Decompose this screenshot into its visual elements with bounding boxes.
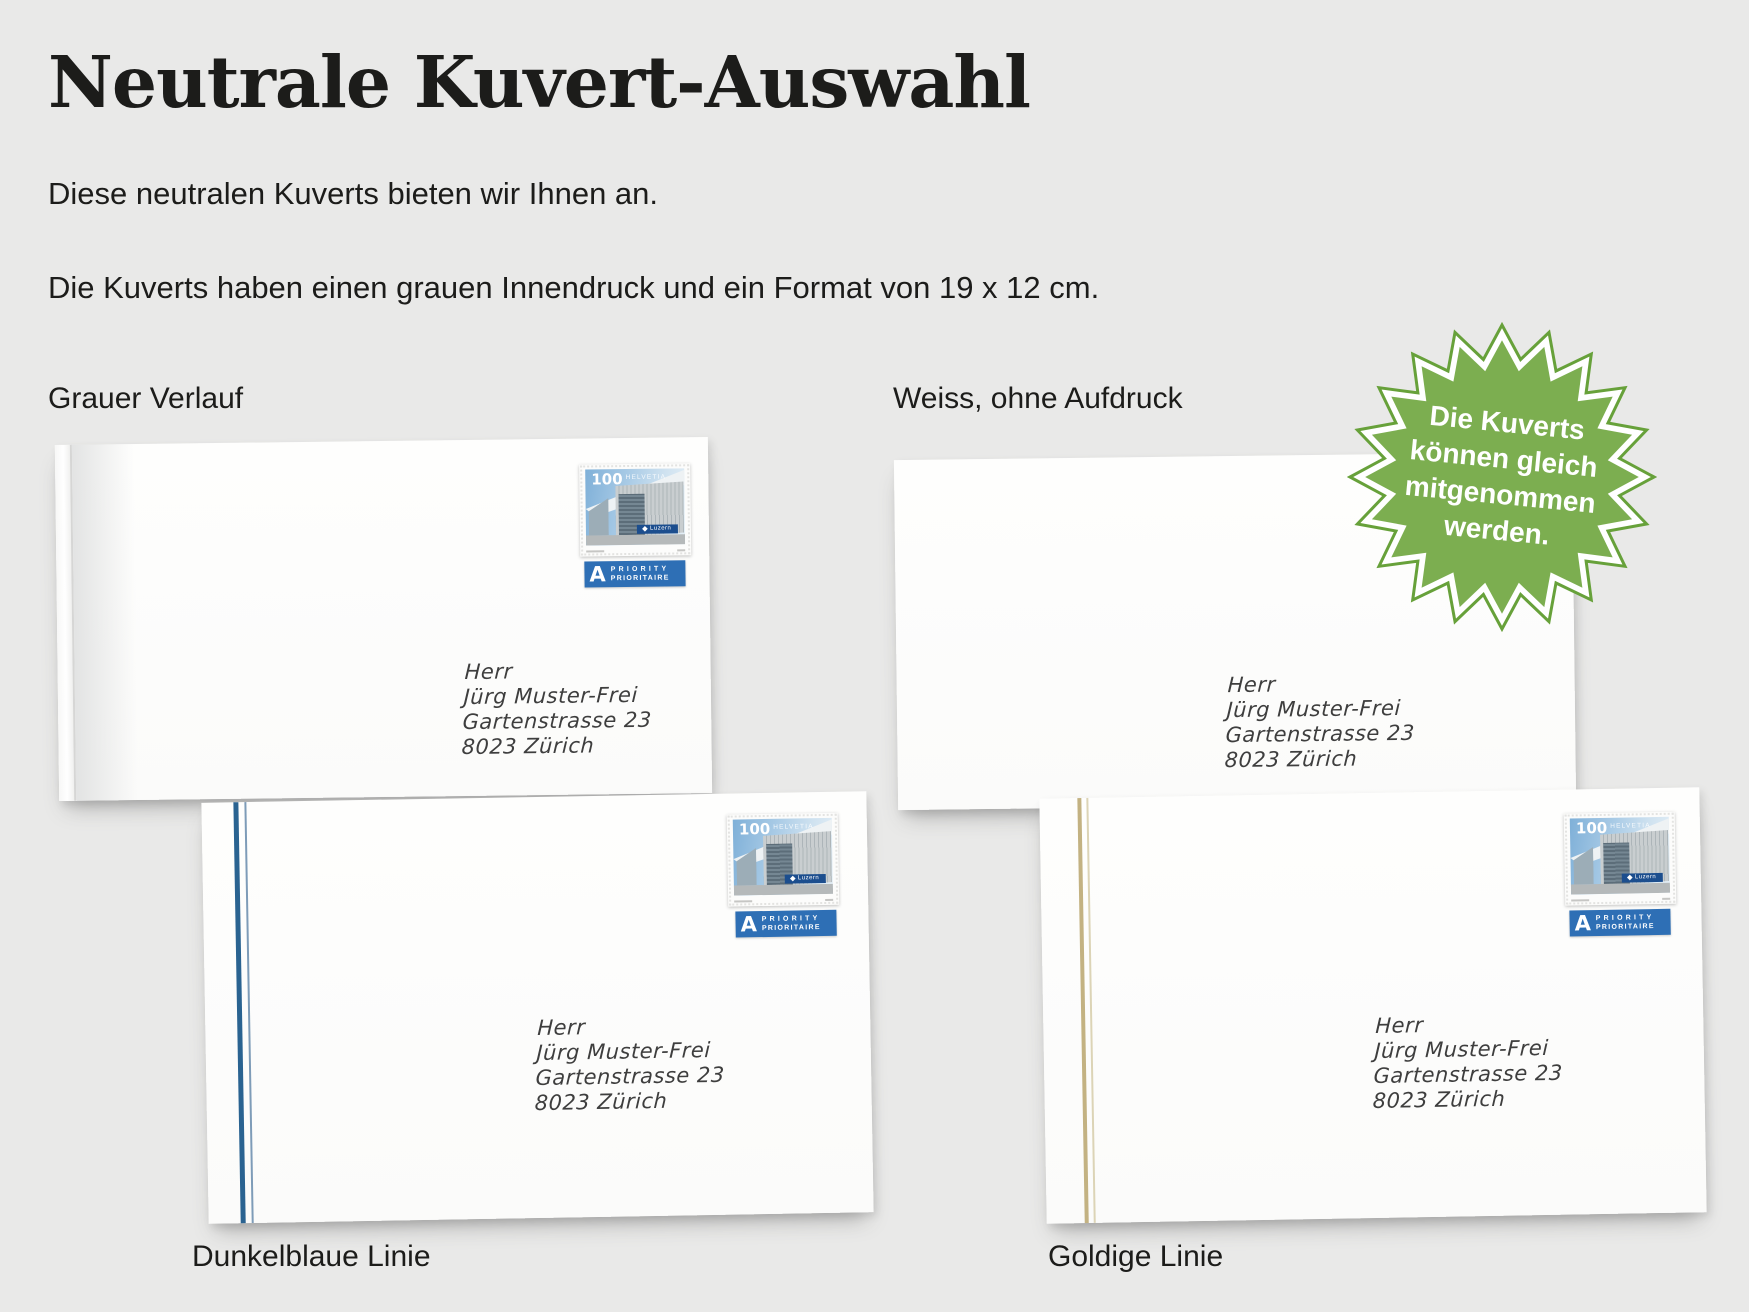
dark-blue-line-thick bbox=[233, 802, 245, 1223]
stamp-year-mark bbox=[825, 899, 833, 901]
stamp-photo bbox=[1570, 817, 1670, 895]
page-title: Neutrale Kuvert-Auswahl bbox=[48, 40, 1031, 124]
intro-text bbox=[48, 170, 1099, 311]
address-line: 8023 Zürich bbox=[1372, 1086, 1506, 1114]
address-line: Herr bbox=[536, 1015, 586, 1041]
luzern-crest-icon bbox=[1627, 875, 1633, 881]
luzern-crest-icon bbox=[790, 876, 796, 882]
stamp-value-row bbox=[1576, 820, 1651, 836]
address-block bbox=[534, 1013, 727, 1116]
priority-text: PRIORITY bbox=[610, 565, 670, 574]
address-block bbox=[1224, 671, 1417, 773]
address-block bbox=[1372, 1011, 1565, 1114]
luzern-crest-icon bbox=[642, 526, 648, 532]
gray-gradient-strip bbox=[72, 444, 138, 801]
stamp-country: HELVETIA bbox=[773, 823, 814, 831]
stamp-year-mark bbox=[1662, 898, 1670, 900]
a-priority-letter: A bbox=[1574, 910, 1592, 935]
envelope-dunkelblaue-linie bbox=[201, 791, 873, 1224]
address-block bbox=[461, 658, 654, 760]
luzern-label: Luzern bbox=[1634, 874, 1657, 881]
stamp-value: 100 bbox=[738, 819, 771, 839]
a-priority-letter: A bbox=[589, 561, 606, 586]
envelope-grauer-verlauf bbox=[55, 437, 712, 801]
stamp-value: 100 bbox=[1575, 818, 1608, 838]
a-priority-label bbox=[735, 910, 836, 938]
intro-line-1: Diese neutralen Kuverts bieten wir Ihnen an. bbox=[48, 176, 659, 211]
postage-stamp bbox=[727, 813, 840, 907]
a-priority-label bbox=[584, 560, 685, 587]
stamp-photo bbox=[733, 818, 833, 896]
dark-blue-line-thin bbox=[244, 802, 253, 1223]
plaza-strip bbox=[734, 884, 833, 896]
label-dunkelblaue-linie: Dunkelblaue Linie bbox=[192, 1240, 431, 1273]
address-line: 8023 Zürich bbox=[534, 1088, 668, 1116]
priority-text: PRIORITY bbox=[1595, 914, 1655, 923]
address-line: Herr bbox=[1227, 672, 1277, 698]
luzern-bar bbox=[784, 874, 826, 883]
label-goldige-linie: Goldige Linie bbox=[1048, 1240, 1224, 1273]
address-line: 8023 Zürich bbox=[1224, 746, 1358, 773]
stamp-value-row bbox=[591, 472, 666, 488]
address-line: Gartenstrasse 23 bbox=[1373, 1060, 1564, 1089]
address-line: Jürg Muster-Frei bbox=[536, 1037, 712, 1066]
address-line: Herr bbox=[464, 659, 514, 685]
a-priority-label bbox=[1569, 909, 1670, 937]
address-line: Jürg Muster-Frei bbox=[463, 682, 639, 710]
building-pylon bbox=[1573, 847, 1593, 885]
label-grauer-verlauf: Grauer Verlauf bbox=[48, 382, 244, 415]
badge-line: Die Kuverts bbox=[1428, 399, 1587, 446]
badge-line: werden. bbox=[1442, 509, 1552, 551]
stamp-photo bbox=[585, 468, 685, 545]
a-priority-letter: A bbox=[740, 911, 758, 936]
priority-text: PRIORITY bbox=[761, 915, 821, 924]
address-line: Herr bbox=[1374, 1013, 1424, 1038]
address-line: 8023 Zürich bbox=[461, 733, 595, 760]
stamp-country: HELVETIA bbox=[625, 473, 667, 482]
address-line: Gartenstrasse 23 bbox=[1225, 720, 1416, 748]
stamp-country: HELVETIA bbox=[1610, 822, 1651, 830]
address-line: Jürg Muster-Frei bbox=[1226, 695, 1402, 723]
badge-line: mitgenommen bbox=[1403, 469, 1598, 520]
address-line: Gartenstrasse 23 bbox=[535, 1062, 726, 1091]
postage-stamp bbox=[1564, 812, 1677, 906]
stamp-value: 100 bbox=[591, 470, 623, 489]
label-weiss-ohne-aufdruck: Weiss, ohne Aufdruck bbox=[893, 382, 1183, 415]
stamp-value-row bbox=[739, 821, 814, 837]
promo-badge bbox=[1347, 322, 1657, 632]
stamp-year-mark bbox=[677, 549, 685, 551]
postage-stamp bbox=[579, 463, 691, 556]
badge-text bbox=[1400, 396, 1604, 558]
badge-line: können gleich bbox=[1408, 434, 1599, 484]
luzern-label: Luzern bbox=[649, 525, 672, 533]
intro-line-2: Die Kuverts haben einen grauen Innendruck und ein Format von 19 x 12 cm. bbox=[48, 270, 1100, 305]
envelope-goldige-linie bbox=[1039, 787, 1706, 1223]
luzern-bar bbox=[636, 525, 678, 534]
luzern-bar bbox=[1621, 873, 1663, 882]
address-line: Jürg Muster-Frei bbox=[1374, 1035, 1550, 1063]
stamp-credit-mark bbox=[734, 900, 752, 902]
stamp-credit-mark bbox=[586, 550, 604, 552]
prioritaire-text: PRIORITAIRE bbox=[761, 924, 821, 933]
building-pylon bbox=[589, 498, 609, 535]
prioritaire-text: PRIORITAIRE bbox=[1595, 923, 1655, 932]
plaza-strip bbox=[1571, 883, 1670, 895]
luzern-label: Luzern bbox=[797, 875, 820, 882]
prioritaire-text: PRIORITAIRE bbox=[610, 574, 670, 583]
plaza-strip bbox=[586, 534, 685, 545]
address-line: Gartenstrasse 23 bbox=[462, 707, 653, 735]
stamp-credit-mark bbox=[1571, 899, 1589, 901]
building-pylon bbox=[736, 848, 756, 886]
gold-line-thin bbox=[1086, 798, 1095, 1223]
